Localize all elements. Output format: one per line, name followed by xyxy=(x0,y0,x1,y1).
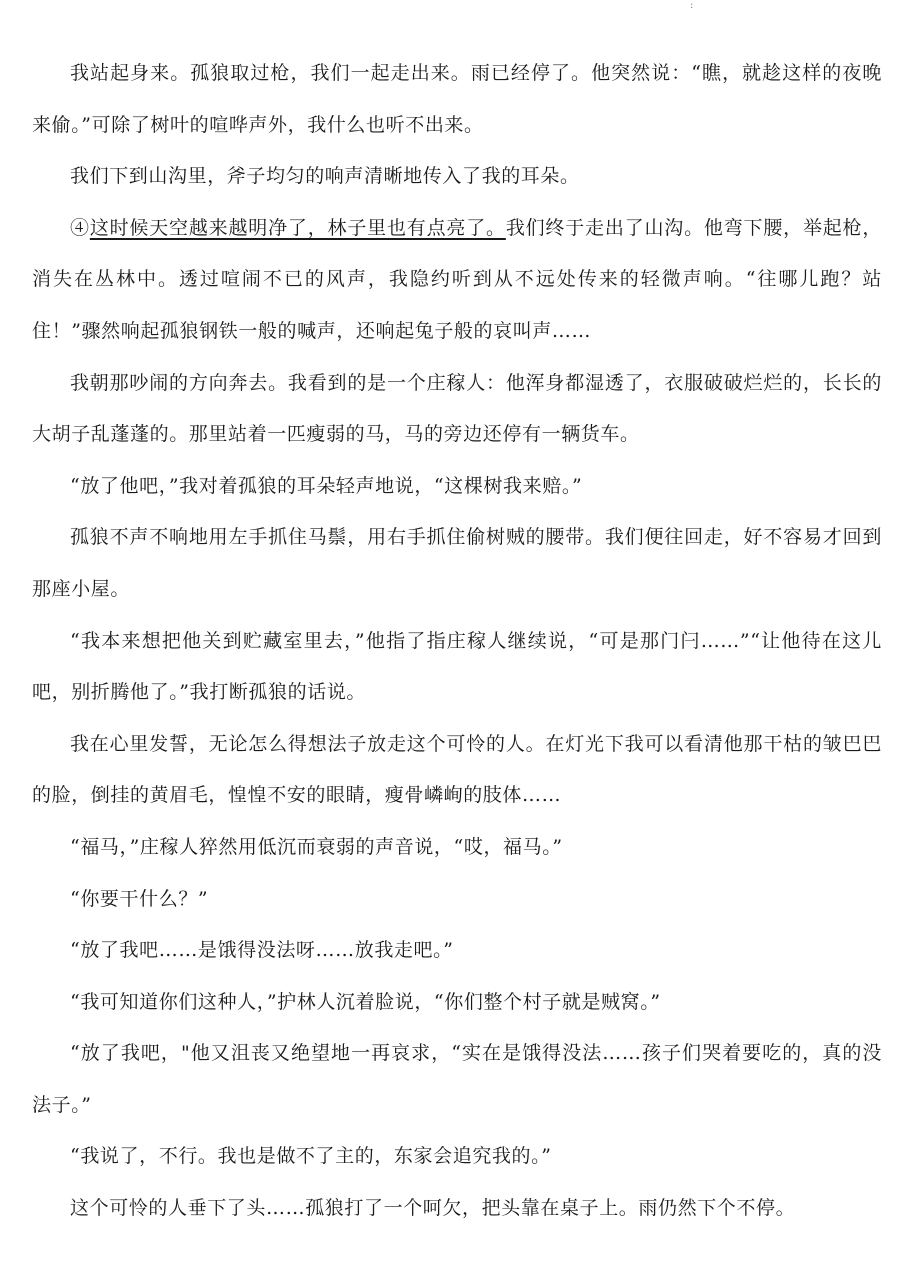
paragraph-marker: ④ xyxy=(70,216,90,239)
paragraph-4: “放了他吧，”我对着孤狼的耳朵轻声地说，“这棵树我来赔。” xyxy=(70,474,583,497)
paragraph-marked-4 xyxy=(32,203,882,358)
paragraph-6: “我本来想把他关到贮藏室里去，”他指了指庄稼人继续说，“可是那门闩……”“让他待在这儿吧，别折腾他了。”我打断孤狼的话说。 xyxy=(32,629,882,704)
story-text xyxy=(32,48,882,1235)
paragraph-5: 孤狼不声不响地用左手抓住马鬃，用右手抓住偷树贼的腰带。我们便往回走，好不容易才回到那座小屋。 xyxy=(32,526,882,600)
paragraph-1: 我站起身来。孤狼取过枪，我们一起走出来。雨已经停了。他突然说：“瞧，就趁这样的夜晚来偷。”可除了树叶的喧哗声外，我什么也听不出来。 xyxy=(32,62,882,136)
paragraph-11: “我可知道你们这种人，”护林人沉着脸说，“你们整个村子就是贼窝。” xyxy=(70,990,661,1013)
paragraph-8: “福马，”庄稼人猝然用低沉而衰弱的声音说，“哎，福马。” xyxy=(70,835,563,858)
paragraph-12: “放了我吧，"他又沮丧又绝望地一再哀求，“实在是饿得没法……孩子们哭着要吃的，真的没法子。” xyxy=(32,1042,882,1116)
paragraph-14: 这个可怜的人垂下了头……孤狼打了一个呵欠，把头靠在桌子上。雨仍然下个不停。 xyxy=(70,1197,796,1220)
paragraph-3: 我朝那吵闹的方向奔去。我看到的是一个庄稼人：他浑身都湿透了，衣服破破烂烂的，长长的大胡子乱蓬蓬的。那里站着一匹瘦弱的马，马的旁边还停有一辆货车。 xyxy=(32,371,882,446)
corner-mark: : xyxy=(690,0,694,11)
paragraph-9: “你要干什么？” xyxy=(70,887,209,910)
paragraph-2: 我们下到山沟里，斧子均匀的响声清晰地传入了我的耳朵。 xyxy=(70,165,580,188)
paragraph-10: “放了我吧……是饿得没法呀……放我走吧。” xyxy=(70,939,454,962)
paragraph-13: “我说了，不行。我也是做不了主的，东家会追究我的。” xyxy=(70,1145,552,1168)
underlined-sentence: 这时候天空越来越明净了，林子里也有点亮了。 xyxy=(89,216,506,239)
paragraph-7: 我在心里发誓，无论怎么得想法子放走这个可怜的人。在灯光下我可以看清他那干枯的皱巴巴的脸，倒挂的黄眉毛，惶惶不安的眼睛，瘦骨嶙峋的肢体…… xyxy=(32,732,882,807)
paragraph-marked-rest: 我们终于走出了山沟。他弯下腰，举起枪，消失在丛林中。透过喧闹不已的风声，我隐约听到从不远处传来的轻微声响。“往哪儿跑？站住！”骤然响起孤狼钢铁一般的喊声，还响起兔子般的哀叫声…… xyxy=(32,216,882,342)
